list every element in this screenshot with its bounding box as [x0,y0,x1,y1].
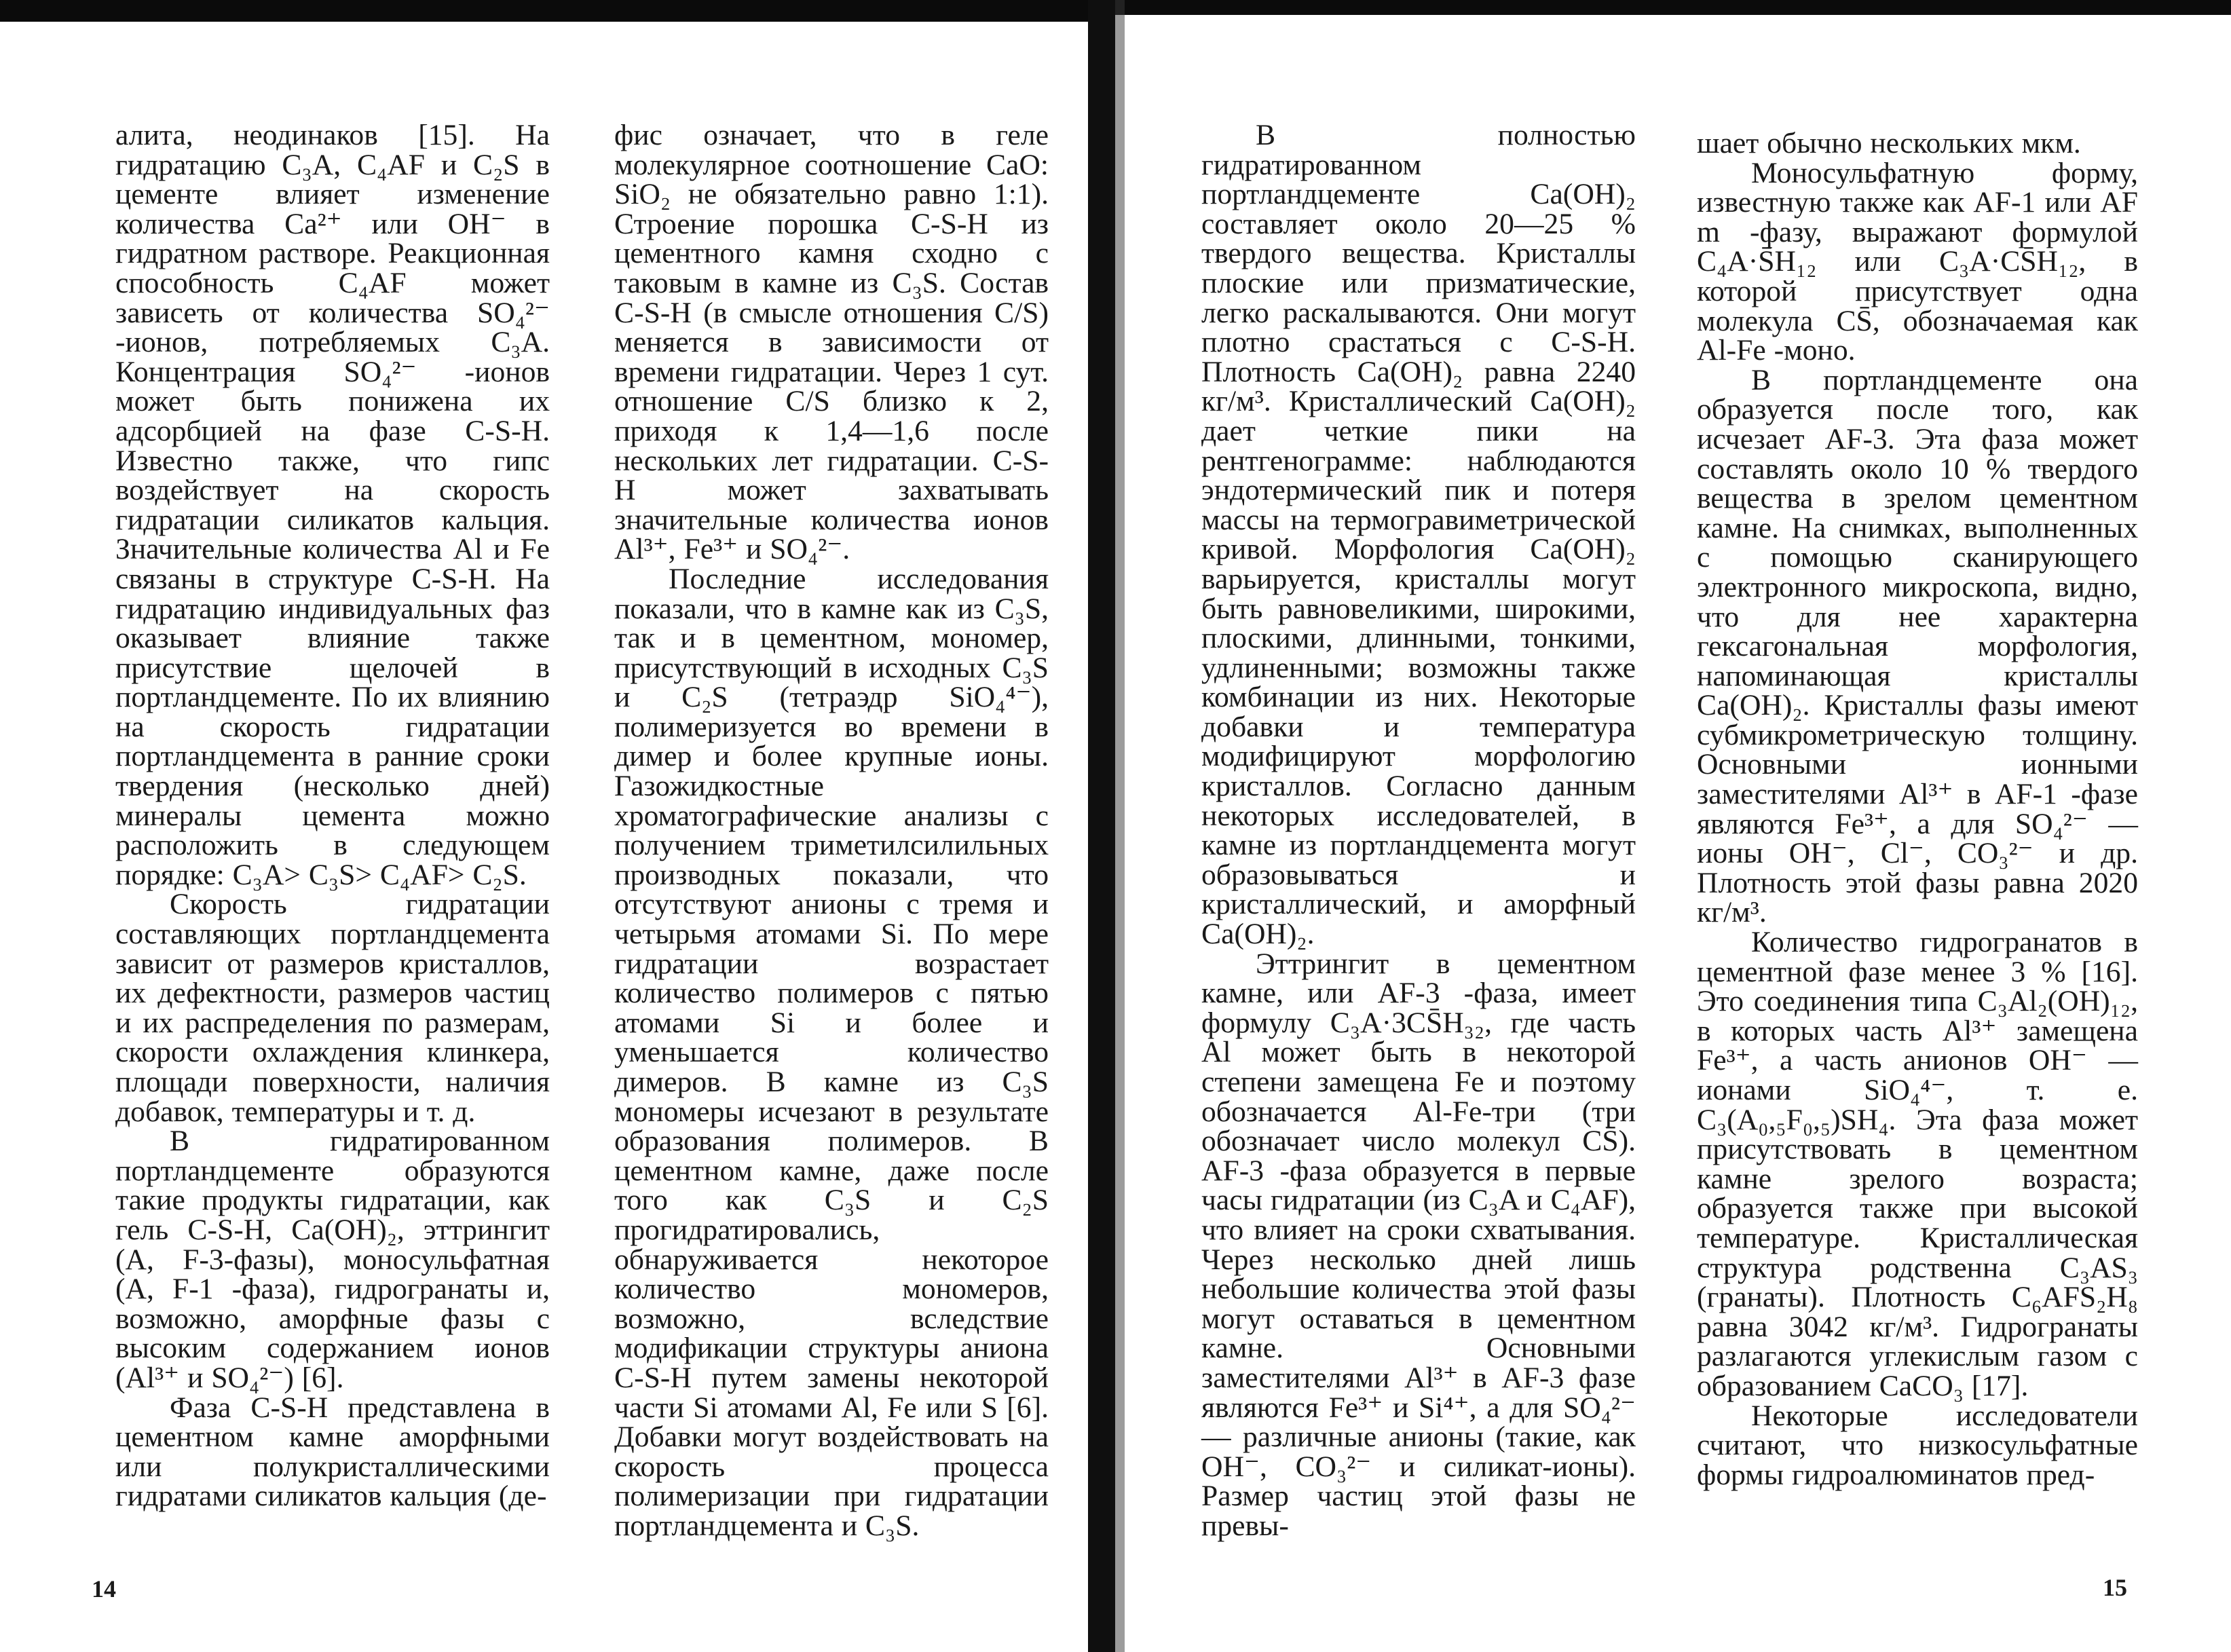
scan-top-edge-left [0,0,1100,22]
paragraph: В полностью гидратированном портландцементе Ca(OH)₂ составляет около 20—25 % твердого вещества. Кристаллы плоские или призматические, легко раскалываются. Они могут плотно срастаться с C-S-H. Плотность Ca(OH)₂ равна 2240 кг/м³. Кристаллический Ca(OH)₂ дает четкие пики на рентгенограмме: наблюдаются эндотермический пик и потеря массы на термогравиметрической кривой. Морфология Ca(OH)₂ варьируется, кристаллы могут быть равновеликими, широкими, плоскими, длинными, тонкими, удлиненными; возможны также комбинации из них. Некоторые добавки и температура модифицируют морфологию кристаллов. Согласно данным некоторых исследователей, в камне из портландцемента могут образовываться и кристаллический, и аморфный Ca(OH)₂. [1201,119,1636,951]
paragraph: алита, неодинаков [15]. На гидратацию C₃A, C₄AF и C₂S в цементе влияет изменение количества Ca²⁺ или OH⁻ в гидратном растворе. Реакционная способность C₄AF может зависеть от количества SO₄²⁻ -ионов, потребляемых C₃A. Концентрация SO₄²⁻ -ионов может быть понижена их адсорбцией на фазе C-S-H. Известно также, что гипс воздействует на скорость гидратации силикатов кальция. Значительные количества Al и Fe связаны в структуре C-S-H. На гидратацию индивидуальных фаз оказывает влияние также присутствие щелочей в портландцементе. По их влиянию на скорость гидратации портландцемента в ранние сроки твердения (несколько дней) минералы цемента можно расположить в следующем порядке: C₃A> C₃S> C₄AF> C₂S. [115,119,550,891]
paragraph: Эттрингит в цементном камне, или AF-3 -фаза, имеет формулу C₃A·3CS̄H₃₂, где часть Al может быть в некоторой степени замещена Fe и поэтому обозначается Al-Fe-три (три обозначает число молекул CS̄). AF-3 -фаза образуется в первые часы гидратации (из C₃A и C₄AF), что влияет на сроки схватывания. Через несколько дней лишь небольшие количества этой фазы могут оставаться в цементном камне. Основными заместителями Al³⁺ в AF-3 фазе являются Fe³⁺ и Si⁴⁺, а для SO₄²⁻ — различные анионы (такие, как OH⁻, CO₃²⁻ и силикат-ионы). Размер частиц этой фазы не превы- [1201,947,1636,1542]
left-page-column-1 [115,121,550,1512]
book-gutter [1088,0,1115,1652]
paragraph: Скорость гидратации составляющих портландцемента зависит от размеров кристаллов, их дефектности, размеров частиц и их распределения по размерам, скорости охлаждения клинкера, площади поверхности, наличия добавок, температуры и т. д. [115,888,550,1128]
paragraph: Количество гидрогранатов в цементной фазе менее 3 % [16]. Это соединения типа C₃Al₂(OH)₁₂, в которых часть Al³⁺ замещена Fe³⁺, а часть анионов OH⁻ — ионами SiO₄⁴⁻, т. е. C₃(A₀,₅F₀,₅)SH₄. Эта фаза может присутствовать в цементном камне зрелого возраста; образуется также при высокой температуре. Кристаллическая структура родственна C₃AS₃ (гранаты). Плотность C₆AFS₂H₈ равна 3042 кг/м³. Гидрогранаты разлагаются углекислым газом с образованием CaCO₃ [17]. [1697,926,2138,1402]
book-gutter-shadow [1115,0,1125,1652]
paragraph: Последние исследования показали, что в камне как из C₃S, так и в цементном, мономер, присутствующий в исходных C₃S и C₂S (тетраэдр SiO₄⁴⁻), полимеризуется во времени в димер и более крупные ионы. Газожидкостные хроматографические анализы с получением триметилсилильных производных показали, что отсутствуют анионы с тремя и четырьмя атомами Si. По мере гидратации возрастает количество полимеров с пятью атомами Si и более и уменьшается количество димеров. В камне из C₃S мономеры исчезают в результате образования полимеров. В цементном камне, даже после того как C₃S и C₂S прогидратировались, обнаруживается некоторое количество мономеров, возможно, вследствие модификации структуры аниона C-S-H путем замены некоторой части Si атомами Al, Fe или S [6]. Добавки могут воздействовать на скорость процесса полимеризации при гидратации портландцемента и C₃S. [614,562,1049,1542]
paragraph: фис означает, что в геле молекулярное соотношение CaO: SiO₂ не обязательно равно 1:1). Строение порошка C-S-H из цементного камня сходно с таковым в камне из C₃S. Состав C-S-H (в смысле отношения C/S) меняется в зависимости от времени гидратации. Через 1 сут. отношение C/S близко к 2, приходя к 1,4—1,6 после нескольких лет гидратации. C-S-H может захватывать значительные количества ионов Al³⁺, Fe³⁺ и SO₄²⁻. [614,119,1049,566]
scan-top-edge-right [1113,0,2231,15]
page-number-right: 15 [2103,1574,2127,1601]
right-page-column-1 [1201,121,1636,1541]
page-number-left: 14 [92,1575,116,1602]
right-page-column-2 [1697,129,2138,1490]
paragraph: В гидратированном портландцементе образуются такие продукты гидратации, как гель C-S-H, Ca(OH)₂, эттрингит (A, F-3-фазы), моносульфатная (A, F-1 -фаза), гидрогранаты и, возможно, аморфные фазы с высоким содержанием ионов (Al³⁺ и SO₄²⁻) [6]. [115,1125,550,1394]
paragraph: шает обычно нескольких мкм. [1697,127,2081,159]
left-page-column-2 [614,121,1049,1541]
paragraph: Моносульфатную форму, известную также как AF-1 или AF m -фазу, выражают формулой C₄A·S̄H₁₂ или C₃A·CS̄H₁₂, в которой присутствует одна молекула CS̄, обозначаемая как Al-Fe -моно. [1697,156,2138,367]
paragraph: Фаза C-S-H представлена в цементном камне аморфными или полукристаллическими гидратами силикатов кальция (де- [115,1391,550,1513]
paragraph: В портландцементе она образуется после того, как исчезает AF-3. Эта фаза может составлять около 10 % твердого вещества в зрелом цементном камне. На снимках, выполненных с помощью сканирующего электронного микроскопа, видно, что для нее характерна гексагональная морфология, напоминающая кристаллы Ca(OH)₂. Кристаллы фазы имеют субмикрометрическую толщину. Основными ионными заместителями Al³⁺ в AF-1 -фазе являются Fe³⁺, а для SO₄²⁻ — ионы OH⁻, Cl⁻, CO₃²⁻ и др. Плотность этой фазы равна 2020 кг/м³. [1697,363,2138,929]
paragraph: Некоторые исследователи считают, что низкосульфатные формы гидроалюминатов пред- [1697,1399,2138,1491]
